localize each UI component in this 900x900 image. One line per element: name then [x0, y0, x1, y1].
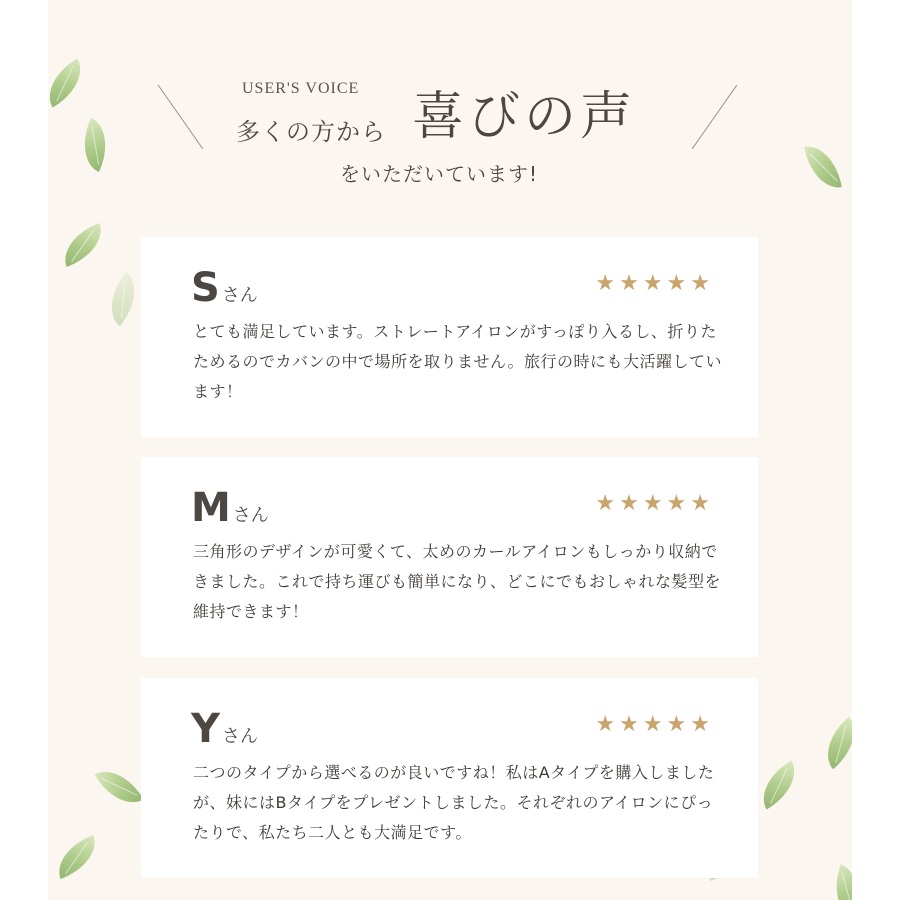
star-rating: ★★★★★ [595, 271, 714, 296]
star-rating: ★★★★★ [595, 491, 714, 516]
reviewer-honorific: さん [232, 505, 269, 526]
section-eyebrow: USER'S VOICE [242, 80, 360, 97]
headline-title: 喜びの声 [412, 87, 637, 147]
right-slash-decoration [692, 85, 738, 149]
leaf-decoration [95, 760, 144, 815]
headline-subline: をいただいています! [340, 162, 539, 186]
headline-lead: 多くの方から [236, 118, 386, 146]
review-text: とても満足しています。ストレートアイロンがすっぽり入るし、折りたためるのでカバンの中で場所を取りません。旅行の時にも大活躍しています！ [193, 322, 722, 401]
reviewer-initial: Y [191, 706, 220, 752]
review-text: 三角形のデザインが可愛くて、太めのカールアイロンもしっかり収納できました。これで持ち運びも簡単になり、どこにでもおしゃれな髪型を維持できます！ [193, 542, 722, 621]
reviewer-initial: M [191, 485, 231, 531]
leaf-decoration [825, 864, 852, 900]
left-slash-decoration [158, 85, 204, 149]
review-card [141, 678, 758, 878]
review-text: 二つのタイプから選べるのが良いですね！私はAタイプを購入しましたが、妹にはBタイプをプレゼントしました。それぞれのアイロンにぴったりで、私たち二人とも大満足です。 [193, 763, 715, 842]
section-header [48, 60, 852, 200]
review-card [141, 237, 758, 437]
reviewer-honorific: さん [221, 726, 258, 747]
reviewer-name [191, 706, 258, 752]
leaf-decoration [814, 717, 852, 770]
review-card [141, 457, 758, 657]
reviewer-name [191, 485, 269, 531]
leaf-decoration [56, 223, 109, 267]
leaf-decoration [752, 761, 807, 810]
reviewer-name [191, 265, 258, 311]
reviewer-honorific: さん [221, 285, 258, 306]
leaf-decoration [50, 835, 103, 879]
reviewer-initial: S [191, 265, 220, 311]
star-rating: ★★★★★ [595, 712, 714, 737]
